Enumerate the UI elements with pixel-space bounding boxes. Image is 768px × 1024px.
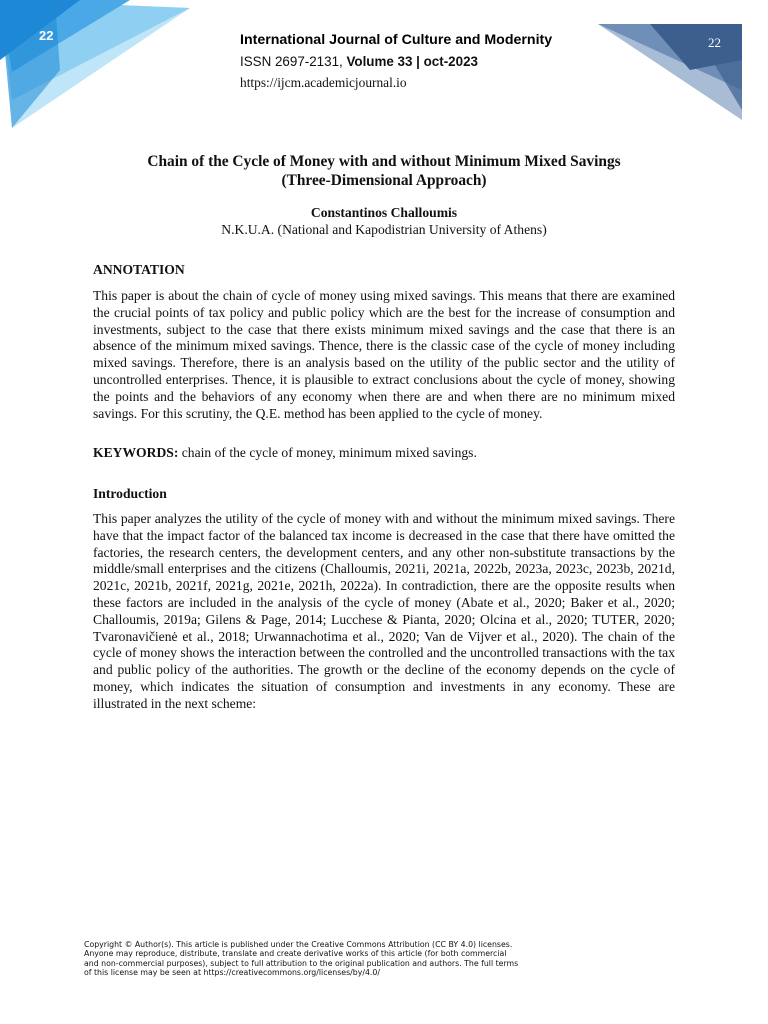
license-footer	[84, 940, 624, 978]
annotation-text: This paper is about the chain of cycle of money using mixed savings. This means that there are examined the crucial points of tax policy and public policy which are the best for the increase of consumption and investments, subject to the case that there exists minimum mixed savings and the case that there is an absence of the minimum mixed savings. Thence, there is the classic case of the cycle of money including mixed savings. Therefore, there is an analysis based on the utility of the public sector and the utility of uncontrolled enterprises. Thence, it is plausible to extract conclusions about the cycle of money, showing the points and the behaviors of any economy when there are and when there are no minimum mixed savings. For this scrutiny, the Q.E. method has been applied to the cycle of money.	[93, 288, 675, 421]
annotation-heading: ANNOTATION	[93, 262, 185, 277]
article-title-line-2: (Three-Dimensional Approach)	[281, 172, 487, 189]
article-title-line-1: Chain of the Cycle of Money with and without Minimum Mixed Savings	[147, 153, 621, 170]
issn-volume-line	[240, 54, 552, 69]
journal-header	[240, 32, 552, 91]
keywords	[93, 445, 675, 462]
header-decoration-left	[0, 0, 195, 130]
journal-url: https://ijcm.academicjournal.io	[240, 75, 407, 90]
volume-issue: Volume 33 | oct-2023	[346, 54, 478, 69]
page-number-left: 22	[39, 28, 54, 43]
keywords-label: KEYWORDS:	[93, 445, 179, 460]
license-line-1: Copyright © Author(s). This article is published under the Creative Commons Attribution (CC BY 4.0) licenses.	[84, 940, 513, 949]
introduction-text: This paper analyzes the utility of the cycle of money with and without the minimum mixed savings. There have that the impact factor of the balanced tax income is decreased in the case that there have omitted the factories, the research centers, the development centers, and any other non-substitute transactions by the middle/small enterprises and the citizens (Challoumis, 2021i, 2021a, 2022b, 2023a, 2023c, 2023b, 2021d, 2021c, 2021b, 2021f, 2021g, 2021e, 2021h, 2022a). In contradiction, there are the opposite results when these factors are included in the analysis of the cycle of money (Abate et al., 2020; Baker et al., 2020; Challoumis, 2019a; Gilens & Page, 2014; Lucchese & Pianta, 2020; Olcina et al., 2020; TUTER, 2020; Tvaronavičienė et al., 2018; Urwannachotima et al., 2020; Van de Vijver et al., 2020). The chain of the cycle of money shows the interaction between the controlled and the uncontrolled transactions with the tax and public policy of the authorities. The growth or the decline of the economy depends on the cycle of money, which indicates the situation of consumption and investments in any economy. These are illustrated in the next scheme:	[93, 511, 675, 711]
page-number-right: 22	[708, 35, 721, 50]
license-line-4: of this license may be seen at https://creativecommons.org/licenses/by/4.0/	[84, 968, 380, 978]
author-affiliation: N.K.U.A. (National and Kapodistrian University of Athens)	[221, 222, 547, 237]
journal-title: International Journal of Culture and Modernity	[240, 32, 553, 48]
license-line-2: Anyone may reproduce, distribute, translate and create derivative works of this article (for both commercial	[84, 949, 507, 959]
author-name: Constantinos Challoumis	[310, 205, 458, 220]
license-line-3: and non-commercial purposes), subject to full attribution to the original publication and authors. The full terms	[84, 958, 519, 968]
article-title	[60, 152, 708, 190]
header-decoration-right	[590, 0, 750, 125]
keywords-text: chain of the cycle of money, minimum mixed savings.	[178, 445, 477, 460]
introduction-heading: Introduction	[93, 486, 167, 501]
issn: ISSN 2697-2131,	[240, 54, 347, 69]
